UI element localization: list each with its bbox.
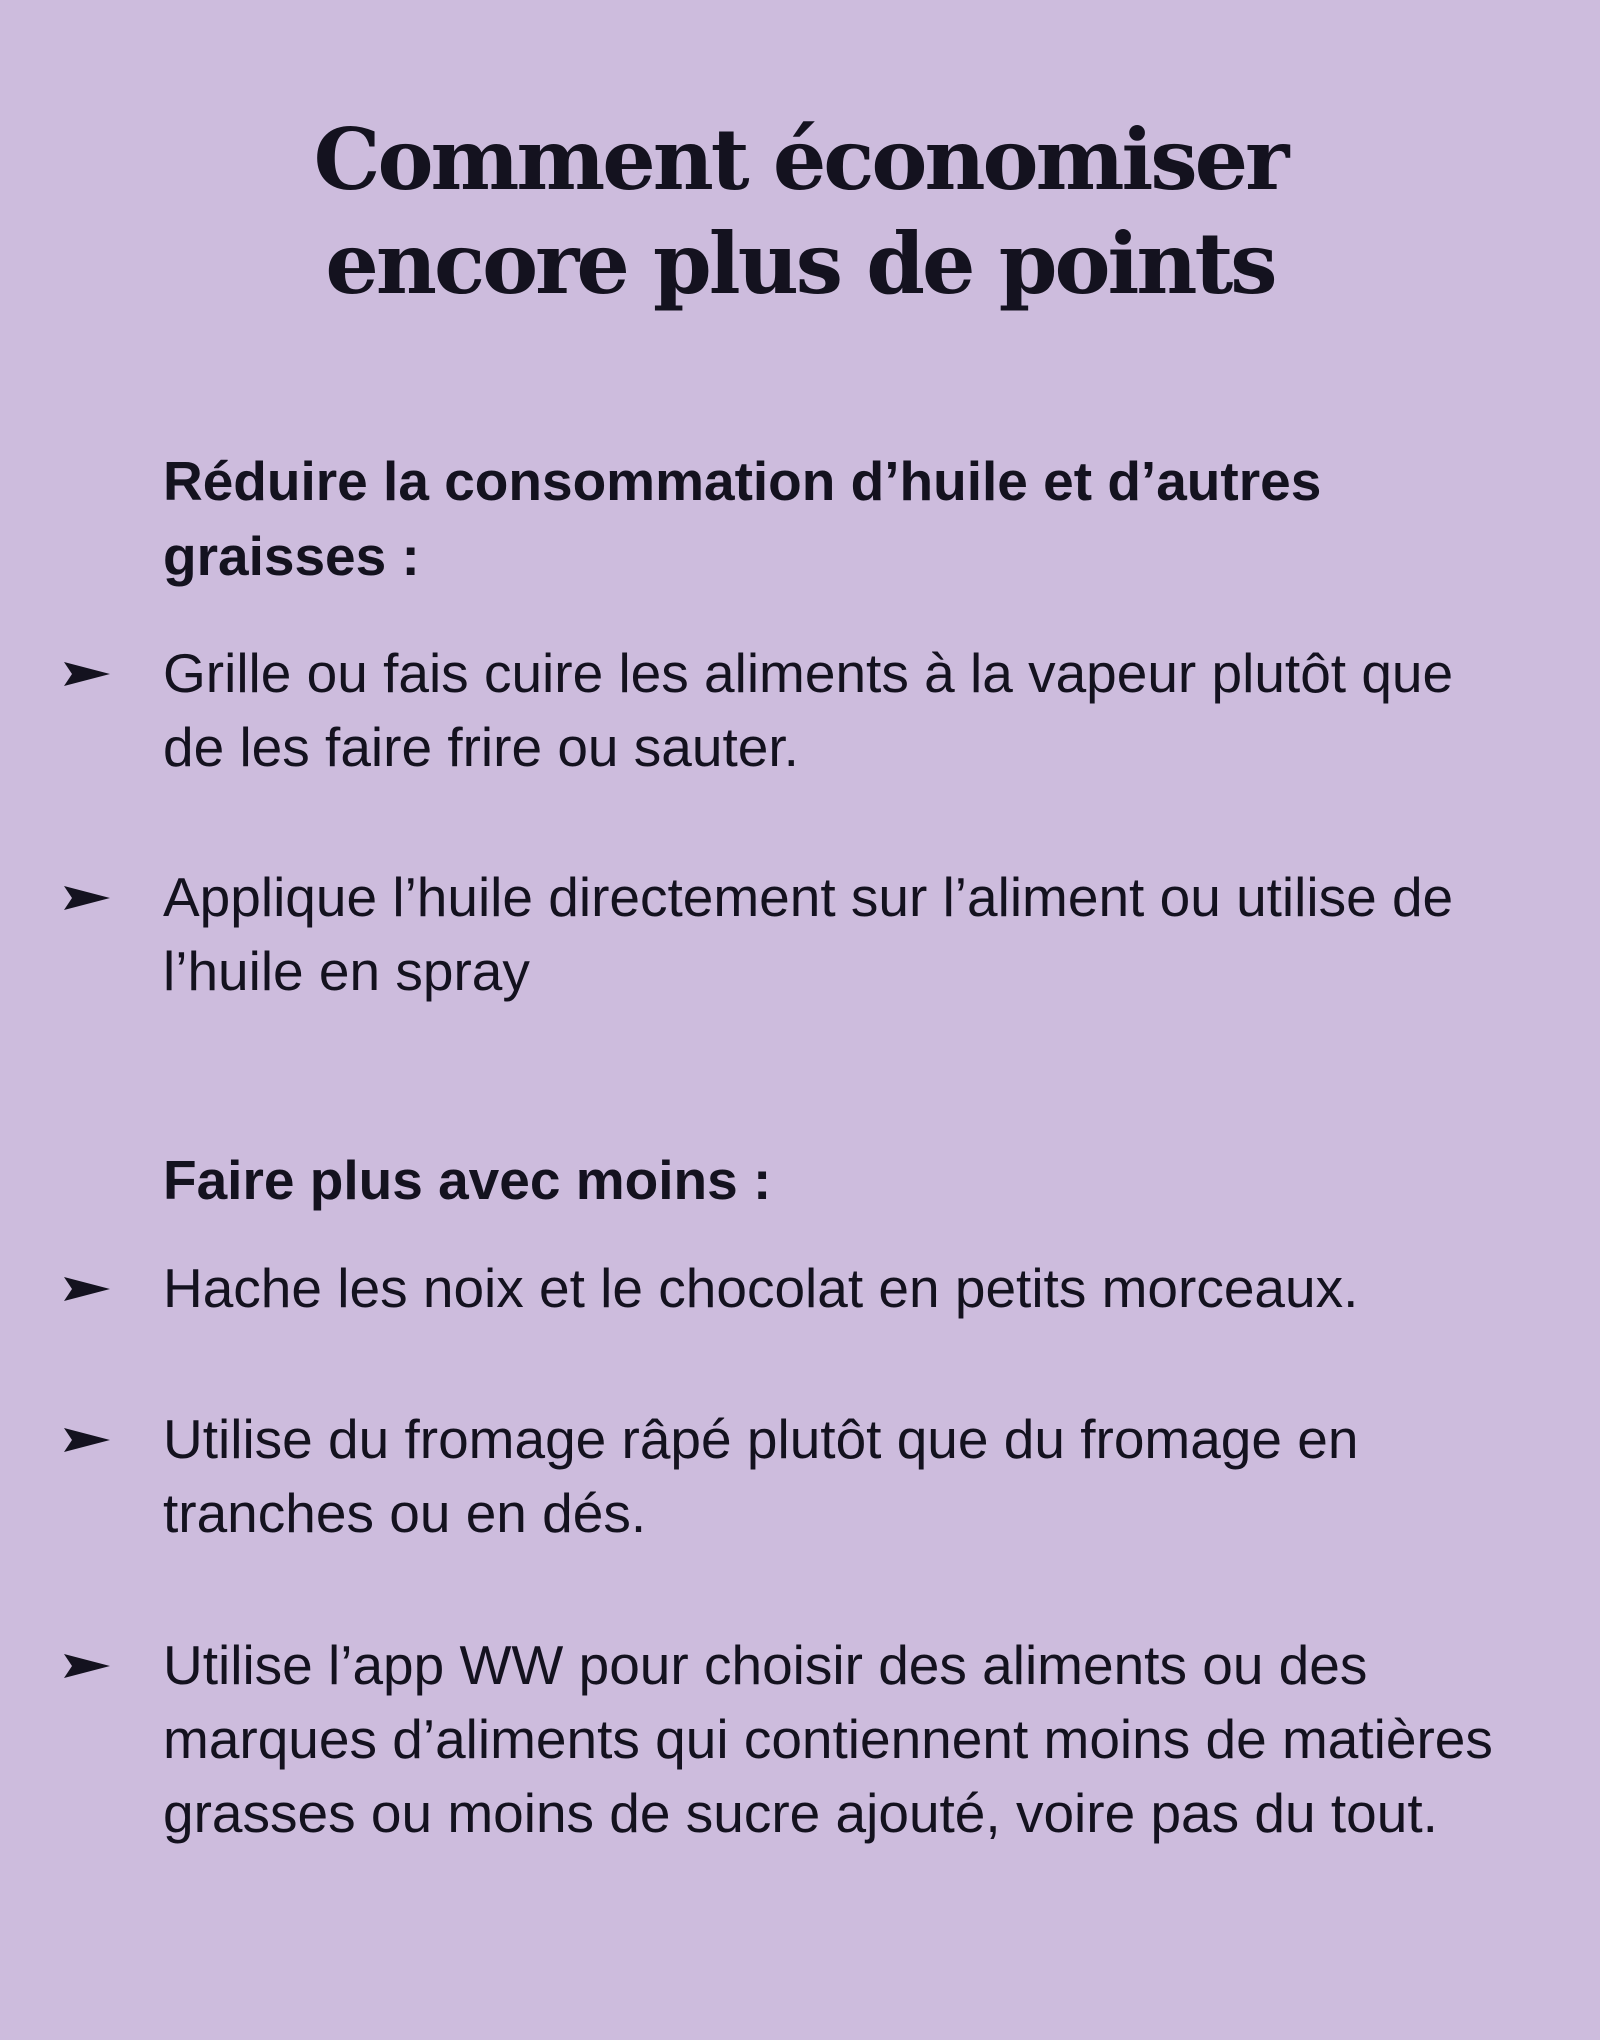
arrow-right-icon — [62, 1422, 112, 1458]
arrow-right-icon — [62, 1648, 112, 1684]
title-line-2: encore plus de points — [325, 214, 1275, 313]
list-item-text: Utilise l’app WW pour choisir des aliments ou des marques d’aliments qui contiennent moins de matières grasses ou moins de sucre ajouté, voire pas du tout. — [163, 1634, 1493, 1844]
list-item-text: Hache les noix et le chocolat en petits morceaux. — [163, 1257, 1359, 1319]
section-heading-less: Faire plus avec moins : — [163, 1149, 772, 1211]
list-item-text: Grille ou fais cuire les aliments à la vapeur plutôt que de les faire frire ou sauter. — [163, 642, 1454, 778]
arrow-right-icon — [62, 1271, 112, 1307]
arrow-right-icon — [62, 656, 112, 692]
section-heading-oil: Réduire la consommation d’huile et d’autres graisses : — [163, 450, 1322, 587]
list-item-text: Applique l’huile directement sur l’aliment ou utilise de l’huile en spray — [163, 866, 1454, 1002]
title-line-1: Comment économiser — [313, 110, 1287, 209]
list-item-text: Utilise du fromage râpé plutôt que du fromage en tranches ou en dés. — [163, 1408, 1359, 1544]
page-title — [0, 108, 1600, 316]
arrow-right-icon — [62, 880, 112, 916]
